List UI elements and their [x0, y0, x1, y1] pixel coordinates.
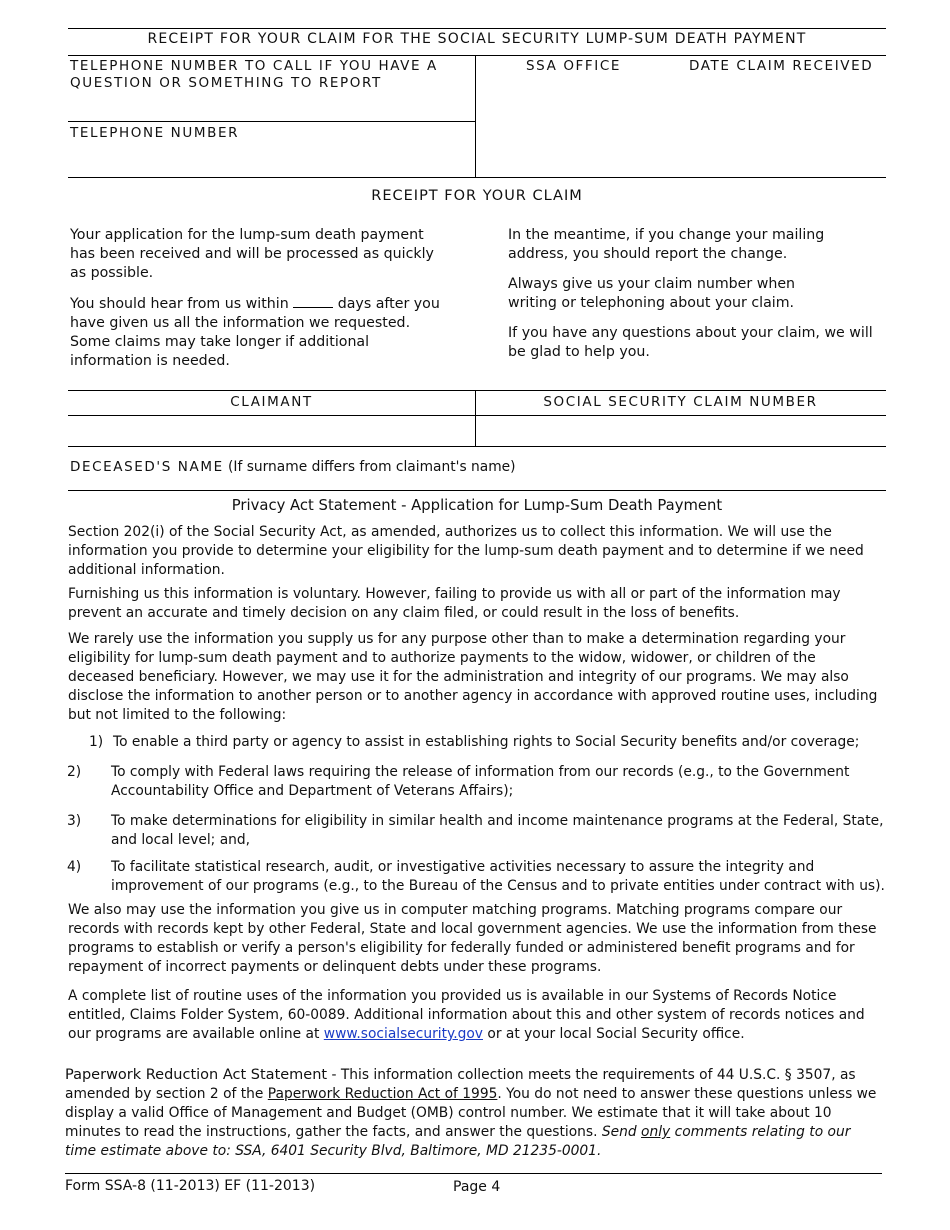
phone-field-rule — [68, 121, 475, 122]
title-rule — [68, 55, 886, 56]
routine-use-item: 1) To enable a third party or agency to assist in establishing rights to Social Security benefits and/or coverage; — [89, 734, 860, 750]
header-divider — [475, 55, 476, 177]
claimant-top-rule — [68, 390, 886, 391]
form-identifier: Form SSA-8 (11-2013) EF (11-2013) — [65, 1178, 316, 1194]
receipt-right-paragraph-2: Always give us your claim number when writing or telephoning about your claim. — [508, 276, 796, 311]
days-blank-field[interactable] — [293, 295, 333, 308]
page-number: Page 4 — [453, 1179, 501, 1195]
form-title: RECEIPT FOR YOUR CLAIM FOR THE SOCIAL SECURITY LUMP-SUM DEATH PAYMENT — [147, 31, 807, 47]
receipt-left-paragraph-1: Your application for the lump-sum death payment has been received and will be processed as quickly as possible. — [70, 227, 434, 281]
privacy-paragraph-5: A complete list of routine uses of the information you provided us is available in our Systems of Records Notice entitled, Claims Folder System, 60-0089. Additional information about this and other system of records notices and our programs are available online at www.socialsecurity.gov or at your local Social Security office. — [68, 988, 865, 1042]
claim-number-label: SOCIAL SECURITY CLAIM NUMBER — [543, 394, 818, 410]
claimant-bottom-rule — [68, 446, 886, 447]
privacy-paragraph-3: We rarely use the information you supply us for any purpose other than to make a determination regarding your eligibility for lump-sum death payment and to authorize payments to the widow, widower, or children of the deceased beneficiary. However, we may use it for the administration and integrity of our programs. We may also disclose the information to another person or to another agency in accordance with approved routine uses, including but not limited to the following: — [68, 631, 878, 723]
claimant-field[interactable] — [69, 416, 474, 445]
deceased-bottom-rule — [68, 490, 886, 491]
ssa-office-label: SSA OFFICE — [526, 58, 622, 74]
privacy-paragraph-4: We also may use the information you give us in computer matching programs. Matching programs compare our records with records kept by other Federal, State and local government agencies. We use the information from these programs to establish or verify a person's eligibility for federally funded or administered benefit programs and for repayment of incorrect payments or delinquent debts under these programs. — [68, 902, 877, 975]
receipt-right-paragraph-3: If you have any questions about your claim, we will be glad to help you. — [508, 325, 873, 360]
phone-question-label: TELEPHONE NUMBER TO CALL IF YOU HAVE A QUESTION OR SOMETHING TO REPORT — [70, 58, 438, 91]
deceased-name-label: DECEASED'S NAME (If surname differs from claimant's name) — [70, 459, 516, 475]
privacy-paragraph-2: Furnishing us this information is voluntary. However, failing to provide us with all or part of the information may prevent an accurate and timely decision on any claim filed, or could result in the loss of benefits. — [68, 586, 841, 621]
privacy-heading: Privacy Act Statement - Application for Lump-Sum Death Payment — [231, 497, 723, 514]
routine-use-item: 2) To comply with Federal laws requiring the release of information from our records (e.g., to the Government Accountability Office and Department of Veterans Affairs); — [67, 764, 850, 799]
header-bottom-rule — [68, 177, 886, 178]
claim-number-field[interactable] — [476, 416, 885, 445]
receipt-heading: RECEIPT FOR YOUR CLAIM — [371, 188, 583, 204]
footer-rule — [65, 1173, 882, 1174]
receipt-right-paragraph-1: In the meantime, if you change your mailing address, you should report the change. — [508, 227, 825, 262]
routine-use-item: 4) To facilitate statistical research, audit, or investigative activities necessary to assure the integrity and improvement of our programs (e.g., to the Bureau of the Census and to private entities under contract with us). — [67, 859, 885, 894]
privacy-paragraph-1: Section 202(i) of the Social Security Act, as amended, authorizes us to collect this information. We will use the information you provide to determine your eligibility for the lump-sum death payment and to determine if we need additional information. — [68, 524, 864, 578]
claimant-label: CLAIMANT — [230, 394, 313, 410]
paperwork-statement: Paperwork Reduction Act Statement - This information collection meets the requirements of 44 U.S.C. § 3507, as amended by section 2 of the Paperwork Reduction Act of 1995. You do not need to answer these questions unless we display a valid Office of Management and Budget (OMB) control number. We estimate that it will take about 10 minutes to read the instructions, gather the facts, and answer the questions. Send only comments relating to our time estimate above to: SSA, 6401 Security Blvd, Baltimore, MD 21235-0001. — [65, 1067, 877, 1159]
paperwork-heading: Paperwork Reduction Act Statement — [65, 1067, 328, 1083]
date-claim-received-label: DATE CLAIM RECEIVED — [689, 58, 874, 74]
top-rule — [68, 28, 886, 29]
telephone-number-label: TELEPHONE NUMBER — [70, 125, 240, 141]
paperwork-act-title: Paperwork Reduction Act of 1995 — [267, 1086, 498, 1102]
socialsecurity-link[interactable]: www.socialsecurity.gov — [323, 1026, 483, 1042]
routine-use-item: 3) To make determinations for eligibility in similar health and income maintenance programs at the Federal, State, and local level; and, — [67, 813, 884, 848]
receipt-left-paragraph-2: You should hear from us within days after you have given us all the information we requested. Some claims may take longer if additional information is needed. — [70, 296, 440, 369]
